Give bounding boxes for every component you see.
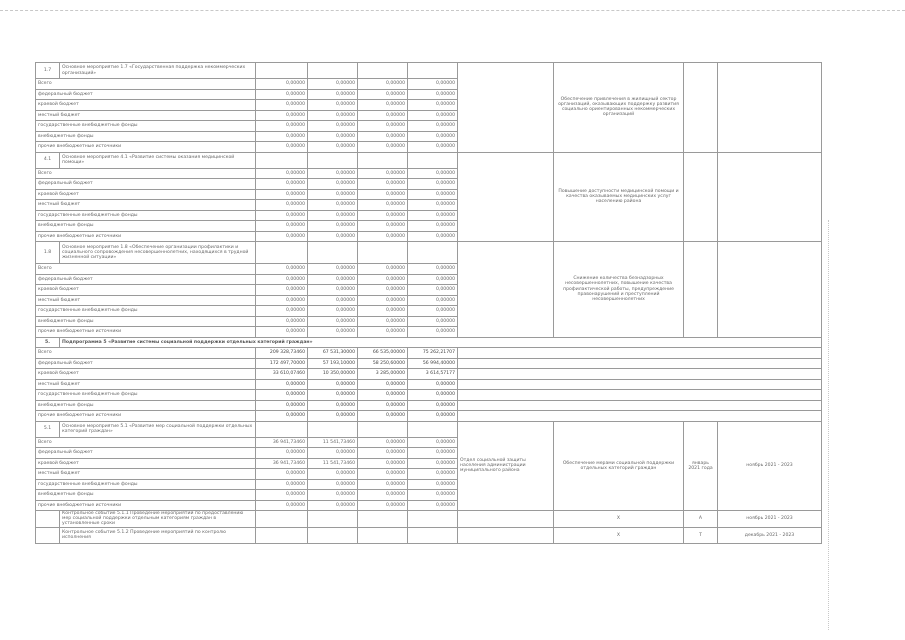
funding-value: 0,00000 bbox=[256, 142, 308, 153]
funding-value: 0,00000 bbox=[408, 316, 458, 327]
funding-value: 0,00000 bbox=[408, 306, 458, 317]
funding-value: 75 262,21707 bbox=[408, 348, 458, 359]
funding-value: 33 610,07460 bbox=[256, 369, 308, 380]
funding-value: 0,00000 bbox=[358, 479, 408, 490]
funding-value: 3 285,00000 bbox=[358, 369, 408, 380]
empty-cell bbox=[358, 527, 408, 543]
control-event-result: X bbox=[554, 527, 684, 543]
funding-value: 0,00000 bbox=[358, 200, 408, 211]
start-cell: январь 2021 года bbox=[684, 421, 718, 511]
funding-value: 0,00000 bbox=[256, 89, 308, 100]
funding-value: 0,00000 bbox=[358, 274, 408, 285]
funding-value: 0,00000 bbox=[308, 490, 358, 501]
funding-source-label: государственные внебюджетные фонды bbox=[36, 210, 256, 221]
funding-value: 0,00000 bbox=[308, 131, 358, 142]
funding-source-label: государственные внебюджетные фонды bbox=[36, 479, 256, 490]
section-header-row bbox=[36, 152, 822, 168]
section-number: 4.1 bbox=[36, 152, 60, 168]
start-cell bbox=[684, 242, 718, 338]
section-title: Основное мероприятие 5.1 «Развитие мер социальной поддержки отдельных категорий граждан» bbox=[60, 421, 256, 437]
funding-value: 0,00000 bbox=[256, 379, 308, 390]
empty-cell bbox=[358, 511, 408, 528]
funding-value: 0,00000 bbox=[358, 231, 408, 242]
funding-value: 0,00000 bbox=[408, 400, 458, 411]
funding-value: 0,00000 bbox=[408, 500, 458, 511]
funding-source-label: внебюджетные фонды bbox=[36, 490, 256, 501]
funding-value: 0,00000 bbox=[358, 168, 408, 179]
funding-value: 0,00000 bbox=[256, 390, 308, 401]
funding-value: 0,00000 bbox=[358, 379, 408, 390]
subprogram-number: 5. bbox=[36, 337, 60, 348]
empty-cell bbox=[358, 152, 408, 168]
funding-value: 57 193,10000 bbox=[308, 358, 358, 369]
control-event-flag: А bbox=[684, 511, 718, 528]
funding-value: 11 541,73460 bbox=[308, 437, 358, 448]
funding-value: 0,00000 bbox=[408, 89, 458, 100]
funding-source-label: краевой бюджет bbox=[36, 458, 256, 469]
funding-source-label: внебюджетные фонды bbox=[36, 131, 256, 142]
funding-value: 0,00000 bbox=[358, 500, 408, 511]
funding-value: 0,00000 bbox=[308, 295, 358, 306]
funding-value: 36 941,73460 bbox=[256, 458, 308, 469]
funding-row bbox=[36, 369, 822, 380]
funding-value: 0,00000 bbox=[256, 479, 308, 490]
empty-cell bbox=[308, 511, 358, 528]
funding-source-label: федеральный бюджет bbox=[36, 179, 256, 190]
control-event-result: X bbox=[554, 511, 684, 528]
empty-cell bbox=[408, 63, 458, 79]
funding-value: 0,00000 bbox=[256, 231, 308, 242]
empty-cell bbox=[358, 242, 408, 264]
funding-value: 0,00000 bbox=[308, 274, 358, 285]
funding-value: 0,00000 bbox=[408, 100, 458, 111]
section-number: 1.7 bbox=[36, 63, 60, 79]
funding-source-label: государственные внебюджетные фонды bbox=[36, 121, 256, 132]
funding-value: 0,00000 bbox=[408, 121, 458, 132]
funding-value: 0,00000 bbox=[408, 131, 458, 142]
control-event-date: декабрь 2021 - 2023 bbox=[718, 527, 822, 543]
funding-source-label: государственные внебюджетные фонды bbox=[36, 306, 256, 317]
funding-source-label: краевой бюджет bbox=[36, 100, 256, 111]
funding-value: 0,00000 bbox=[358, 221, 408, 232]
funding-value: 0,00000 bbox=[256, 131, 308, 142]
funding-value: 0,00000 bbox=[256, 306, 308, 317]
empty-cell bbox=[358, 63, 408, 79]
funding-value: 0,00000 bbox=[408, 327, 458, 338]
funding-source-label: прочие внебюджетные источники bbox=[36, 411, 256, 422]
funding-value: 0,00000 bbox=[408, 490, 458, 501]
funding-value: 0,00000 bbox=[308, 479, 358, 490]
empty-cell bbox=[308, 421, 358, 437]
funding-value: 0,00000 bbox=[358, 100, 408, 111]
funding-value: 0,00000 bbox=[408, 411, 458, 422]
funding-value: 0,00000 bbox=[408, 469, 458, 480]
control-event-text: Контрольное событие 5.1.1 Проведение мероприятий по предоставлению мер социальной поддержки отдельным категориям граждан в установленные сроки bbox=[60, 511, 256, 528]
funding-value: 0,00000 bbox=[256, 264, 308, 275]
funding-value: 0,00000 bbox=[308, 189, 358, 200]
funding-value: 0,00000 bbox=[256, 500, 308, 511]
executor-cell bbox=[458, 152, 554, 242]
funding-value: 0,00000 bbox=[408, 179, 458, 190]
funding-value: 0,00000 bbox=[408, 110, 458, 121]
empty-cell bbox=[458, 369, 822, 380]
funding-value: 0,00000 bbox=[408, 168, 458, 179]
section-header-row bbox=[36, 63, 822, 79]
funding-value: 0,00000 bbox=[256, 469, 308, 480]
empty-cell bbox=[256, 421, 308, 437]
funding-value: 0,00000 bbox=[308, 400, 358, 411]
funding-source-label: местный бюджет bbox=[36, 295, 256, 306]
funding-value: 209 328,73460 bbox=[256, 348, 308, 359]
control-event-text: Контрольное событие 5.1.2 Проведение мероприятий по контролю исполнения bbox=[60, 527, 256, 543]
funding-value: 0,00000 bbox=[308, 200, 358, 211]
funding-value: 0,00000 bbox=[358, 490, 408, 501]
funding-value: 0,00000 bbox=[256, 189, 308, 200]
funding-source-label: Всего bbox=[36, 348, 256, 359]
funding-value: 0,00000 bbox=[358, 285, 408, 296]
funding-value: 0,00000 bbox=[256, 100, 308, 111]
funding-source-label: Всего bbox=[36, 168, 256, 179]
empty-cell bbox=[256, 242, 308, 264]
funding-source-label: краевой бюджет bbox=[36, 189, 256, 200]
funding-value: 36 941,73460 bbox=[256, 437, 308, 448]
funding-value: 0,00000 bbox=[308, 79, 358, 90]
funding-value: 0,00000 bbox=[358, 79, 408, 90]
funding-value: 0,00000 bbox=[308, 285, 358, 296]
funding-source-label: местный бюджет bbox=[36, 469, 256, 480]
funding-value: 0,00000 bbox=[408, 274, 458, 285]
funding-value: 0,00000 bbox=[308, 316, 358, 327]
executor-cell bbox=[458, 63, 554, 153]
section-title: Основное мероприятие 1.7 «Государственная поддержка некоммерческих организаций» bbox=[60, 63, 256, 79]
funding-value: 0,00000 bbox=[256, 490, 308, 501]
funding-value: 0,00000 bbox=[256, 295, 308, 306]
funding-value: 0,00000 bbox=[408, 264, 458, 275]
section-number: 5.1 bbox=[36, 421, 60, 437]
empty-cell bbox=[308, 63, 358, 79]
funding-value: 0,00000 bbox=[408, 437, 458, 448]
funding-value: 0,00000 bbox=[358, 400, 408, 411]
funding-source-label: краевой бюджет bbox=[36, 369, 256, 380]
empty-cell bbox=[458, 511, 554, 528]
funding-value: 0,00000 bbox=[308, 221, 358, 232]
empty-cell bbox=[458, 411, 822, 422]
funding-source-label: прочие внебюджетные источники bbox=[36, 142, 256, 153]
funding-row bbox=[36, 411, 822, 422]
funding-value: 0,00000 bbox=[256, 110, 308, 121]
funding-value: 0,00000 bbox=[308, 179, 358, 190]
funding-source-label: федеральный бюджет bbox=[36, 274, 256, 285]
funding-source-label: прочие внебюджетные источники bbox=[36, 500, 256, 511]
funding-row bbox=[36, 348, 822, 359]
funding-source-label: прочие внебюджетные источники bbox=[36, 231, 256, 242]
funding-source-label: Всего bbox=[36, 79, 256, 90]
funding-value: 67 531,30000 bbox=[308, 348, 358, 359]
period-cell bbox=[718, 242, 822, 338]
funding-value: 0,00000 bbox=[256, 79, 308, 90]
funding-source-label: государственные внебюджетные фонды bbox=[36, 390, 256, 401]
funding-value: 0,00000 bbox=[408, 189, 458, 200]
empty-cell bbox=[256, 63, 308, 79]
funding-value: 0,00000 bbox=[358, 316, 408, 327]
funding-value: 0,00000 bbox=[408, 79, 458, 90]
funding-row bbox=[36, 400, 822, 411]
empty-cell bbox=[408, 242, 458, 264]
funding-source-label: местный бюджет bbox=[36, 379, 256, 390]
empty-cell bbox=[458, 390, 822, 401]
control-event-row bbox=[36, 527, 822, 543]
funding-value: 0,00000 bbox=[408, 210, 458, 221]
funding-source-label: внебюджетные фонды bbox=[36, 400, 256, 411]
control-event-flag: Т bbox=[684, 527, 718, 543]
funding-value: 0,00000 bbox=[358, 89, 408, 100]
section-title: Основное мероприятие 1.8 «Обеспечение организации профилактики и социального сопровождения несовершеннолетних, находящихся в трудной жизненной ситуации» bbox=[60, 242, 256, 264]
empty-cell bbox=[256, 152, 308, 168]
section-header-row bbox=[36, 421, 822, 437]
funding-value: 0,00000 bbox=[358, 458, 408, 469]
funding-value: 0,00000 bbox=[308, 327, 358, 338]
funding-row bbox=[36, 379, 822, 390]
funding-value: 0,00000 bbox=[308, 89, 358, 100]
funding-source-label: федеральный бюджет bbox=[36, 358, 256, 369]
funding-source-label: местный бюджет bbox=[36, 110, 256, 121]
funding-source-label: федеральный бюджет bbox=[36, 89, 256, 100]
funding-value: 0,00000 bbox=[358, 306, 408, 317]
funding-source-label: внебюджетные фонды bbox=[36, 316, 256, 327]
period-cell: ноябрь 2021 - 2023 bbox=[718, 421, 822, 511]
subprogram-header-row bbox=[36, 337, 822, 348]
empty-cell bbox=[408, 511, 458, 528]
funding-value: 0,00000 bbox=[408, 231, 458, 242]
page-right-edge bbox=[828, 220, 829, 630]
period-cell bbox=[718, 152, 822, 242]
empty-cell bbox=[408, 421, 458, 437]
funding-value: 0,00000 bbox=[256, 200, 308, 211]
funding-value: 0,00000 bbox=[308, 500, 358, 511]
funding-value: 0,00000 bbox=[256, 411, 308, 422]
funding-value: 0,00000 bbox=[358, 210, 408, 221]
funding-value: 58 250,60000 bbox=[358, 358, 408, 369]
funding-value: 3 614,57177 bbox=[408, 369, 458, 380]
funding-value: 0,00000 bbox=[408, 221, 458, 232]
funding-value: 0,00000 bbox=[358, 295, 408, 306]
funding-value: 0,00000 bbox=[308, 110, 358, 121]
section-title: Основное мероприятие 4.1 «Развитие системы оказания медицинской помощи» bbox=[60, 152, 256, 168]
funding-value: 0,00000 bbox=[408, 285, 458, 296]
funding-value: 0,00000 bbox=[408, 458, 458, 469]
funding-value: 0,00000 bbox=[308, 231, 358, 242]
empty-cell bbox=[408, 527, 458, 543]
funding-value: 0,00000 bbox=[308, 390, 358, 401]
funding-value: 0,00000 bbox=[256, 400, 308, 411]
section-header-row bbox=[36, 242, 822, 264]
empty-cell bbox=[458, 527, 554, 543]
funding-value: 0,00000 bbox=[256, 210, 308, 221]
funding-value: 0,00000 bbox=[408, 448, 458, 459]
funding-value: 10 350,00000 bbox=[308, 369, 358, 380]
funding-value: 0,00000 bbox=[308, 264, 358, 275]
empty-cell bbox=[36, 511, 60, 528]
subprogram-title: Подпрограмма 5 «Развитие системы социальной поддержки отдельных категорий граждан» bbox=[60, 337, 822, 348]
funding-value: 0,00000 bbox=[308, 411, 358, 422]
funding-source-label: федеральный бюджет bbox=[36, 448, 256, 459]
page-top-edge bbox=[0, 10, 905, 11]
funding-value: 0,00000 bbox=[408, 390, 458, 401]
empty-cell bbox=[458, 379, 822, 390]
empty-cell bbox=[36, 527, 60, 543]
funding-value: 172 497,70000 bbox=[256, 358, 308, 369]
funding-value: 0,00000 bbox=[308, 100, 358, 111]
funding-source-label: внебюджетные фонды bbox=[36, 221, 256, 232]
funding-value: 0,00000 bbox=[256, 274, 308, 285]
funding-source-label: Всего bbox=[36, 437, 256, 448]
empty-cell bbox=[458, 348, 822, 359]
funding-row bbox=[36, 358, 822, 369]
funding-value: 0,00000 bbox=[256, 285, 308, 296]
empty-cell bbox=[458, 358, 822, 369]
result-cell: Обеспечение привлечения в жилищный сектор организаций, оказывающих поддержку развития социально ориентированных некоммерческих организаций bbox=[554, 63, 684, 153]
executor-cell bbox=[458, 242, 554, 338]
funding-value: 0,00000 bbox=[358, 121, 408, 132]
funding-value: 0,00000 bbox=[308, 210, 358, 221]
funding-value: 11 541,73460 bbox=[308, 458, 358, 469]
result-cell: Снижение количества безнадзорных несовершеннолетних, повышение качества профилактической работы, предупреждение правонарушений и преступлений несовершеннолетних bbox=[554, 242, 684, 338]
funding-value: 0,00000 bbox=[256, 448, 308, 459]
empty-cell bbox=[308, 242, 358, 264]
executor-cell: Отдел социальной защиты населения администрации муниципального района bbox=[458, 421, 554, 511]
program-table bbox=[35, 62, 822, 544]
funding-source-label: местный бюджет bbox=[36, 200, 256, 211]
empty-cell bbox=[458, 400, 822, 411]
funding-value: 0,00000 bbox=[358, 327, 408, 338]
control-event-date: ноябрь 2021 - 2023 bbox=[718, 511, 822, 528]
result-cell: Обеспечение мерами социальной поддержки отдельных категорий граждан bbox=[554, 421, 684, 511]
funding-value: 0,00000 bbox=[358, 437, 408, 448]
empty-cell bbox=[308, 152, 358, 168]
empty-cell bbox=[256, 527, 308, 543]
empty-cell bbox=[308, 527, 358, 543]
period-cell bbox=[718, 63, 822, 153]
funding-value: 0,00000 bbox=[358, 131, 408, 142]
funding-row bbox=[36, 390, 822, 401]
funding-value: 0,00000 bbox=[256, 121, 308, 132]
funding-source-label: Всего bbox=[36, 264, 256, 275]
funding-source-label: краевой бюджет bbox=[36, 285, 256, 296]
funding-value: 0,00000 bbox=[358, 390, 408, 401]
funding-value: 0,00000 bbox=[408, 142, 458, 153]
start-cell bbox=[684, 152, 718, 242]
funding-value: 0,00000 bbox=[308, 168, 358, 179]
funding-value: 0,00000 bbox=[358, 179, 408, 190]
funding-value: 66 535,00000 bbox=[358, 348, 408, 359]
funding-value: 0,00000 bbox=[408, 379, 458, 390]
funding-value: 0,00000 bbox=[358, 448, 408, 459]
funding-value: 0,00000 bbox=[308, 121, 358, 132]
result-cell: Повышение доступности медицинской помощи и качества оказываемых медицинских услуг населению района bbox=[554, 152, 684, 242]
funding-value: 0,00000 bbox=[358, 189, 408, 200]
empty-cell bbox=[408, 152, 458, 168]
funding-value: 0,00000 bbox=[308, 469, 358, 480]
funding-source-label: прочие внебюджетные источники bbox=[36, 327, 256, 338]
funding-value: 0,00000 bbox=[408, 295, 458, 306]
funding-value: 0,00000 bbox=[256, 316, 308, 327]
funding-value: 0,00000 bbox=[256, 221, 308, 232]
start-cell bbox=[684, 63, 718, 153]
empty-cell bbox=[358, 421, 408, 437]
funding-value: 0,00000 bbox=[308, 306, 358, 317]
section-number: 1.8 bbox=[36, 242, 60, 264]
funding-value: 0,00000 bbox=[308, 142, 358, 153]
funding-value: 0,00000 bbox=[408, 200, 458, 211]
funding-value: 56 994,40000 bbox=[408, 358, 458, 369]
funding-value: 0,00000 bbox=[408, 479, 458, 490]
funding-value: 0,00000 bbox=[256, 179, 308, 190]
funding-value: 0,00000 bbox=[358, 411, 408, 422]
funding-value: 0,00000 bbox=[256, 168, 308, 179]
empty-cell bbox=[256, 511, 308, 528]
funding-value: 0,00000 bbox=[256, 327, 308, 338]
control-event-row bbox=[36, 511, 822, 528]
funding-value: 0,00000 bbox=[358, 469, 408, 480]
funding-value: 0,00000 bbox=[358, 264, 408, 275]
funding-value: 0,00000 bbox=[308, 379, 358, 390]
funding-value: 0,00000 bbox=[308, 448, 358, 459]
funding-value: 0,00000 bbox=[358, 110, 408, 121]
funding-value: 0,00000 bbox=[358, 142, 408, 153]
